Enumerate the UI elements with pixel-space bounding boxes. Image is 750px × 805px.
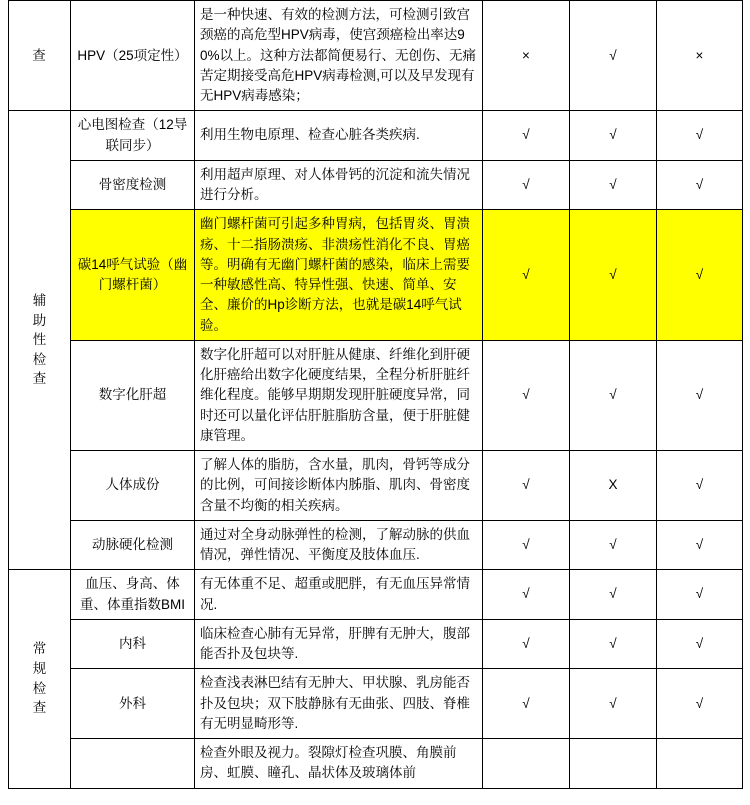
item-name-cell [71,739,195,789]
plan-b-mark: √ [570,160,657,210]
table-row [9,1,743,111]
table-row [9,570,743,620]
group-cell-routine [9,570,71,788]
item-description-cell: 临床检查心肺有无异常，肝脾有无肿大，腹部能否扑及包块等. [195,619,483,669]
plan-a-mark: √ [483,669,570,739]
table-row [9,669,743,739]
item-name-cell: 心电图检查（12导联同步） [71,111,195,161]
plan-a-mark: √ [483,210,570,341]
item-description-cell: 幽门螺杆菌可引起多种胃病，包括胃炎、胃溃疡、十二指肠溃疡、非溃疡性消化不良、胃癌等。明确有无幽门螺杆菌的感染，临床上需要一种敏感性高、特异性强、快速、简单、安全、廉价的Hp诊断方法，也就是碳14呼气试验。 [195,210,483,341]
item-name-cell: 骨密度检测 [71,160,195,210]
plan-b-mark: X [570,451,657,521]
table-row [9,340,743,450]
plan-c-mark: √ [657,210,743,341]
item-name-cell: HPV（25项定性） [71,1,195,111]
plan-c-mark: √ [657,111,743,161]
table-row-highlighted [9,210,743,341]
item-description-cell: 有无体重不足、超重或肥胖，有无血压异常情况. [195,570,483,620]
group-cell-auxiliary [9,111,71,570]
table-row [9,520,743,570]
plan-b-mark: √ [570,1,657,111]
item-name-cell: 数字化肝超 [71,340,195,450]
plan-b-mark: √ [570,111,657,161]
plan-c-mark: × [657,1,743,111]
plan-b-mark: √ [570,570,657,620]
plan-a-mark: × [483,1,570,111]
table-row [9,451,743,521]
plan-c-mark: √ [657,451,743,521]
table-row [9,160,743,210]
plan-a-mark: √ [483,451,570,521]
item-name-cell: 外科 [71,669,195,739]
plan-b-mark: √ [570,520,657,570]
item-name-cell: 血压、身高、体重、体重指数BMI [71,570,195,620]
item-name-cell: 人体成份 [71,451,195,521]
plan-a-mark: √ [483,340,570,450]
plan-c-mark: √ [657,619,743,669]
item-description-cell: 利用超声原理、对人体骨钙的沉淀和流失情况进行分析。 [195,160,483,210]
plan-c-mark: √ [657,520,743,570]
plan-c-mark [657,739,743,789]
exam-items-table [8,0,743,789]
plan-b-mark: √ [570,210,657,341]
item-description-cell: 检查浅表淋巴结有无肿大、甲状腺、乳房能否扑及包块；双下肢静脉有无曲张、四肢、脊椎有无明显畸形等. [195,669,483,739]
plan-c-mark: √ [657,340,743,450]
item-description-cell: 是一种快速、有效的检测方法，可检测引致宫颈癌的高危型HPV病毒，使宫颈癌检出率达90%以上。这种方法都简便易行、无创伤、无痛苦定期接受高危HPV病毒检测,可以及早发现有无HPV病毒感染； [195,1,483,111]
plan-a-mark: √ [483,520,570,570]
plan-a-mark: √ [483,160,570,210]
plan-a-mark: √ [483,111,570,161]
item-description-cell: 利用生物电原理、检查心脏各类疾病. [195,111,483,161]
item-description-cell: 数字化肝超可以对肝脏从健康、纤维化到肝硬化肝癌给出数字化硬度结果，全程分析肝脏纤维化程度。能够早期期发现肝脏硬度异常，同时还可以量化评估肝脏脂肪含量，便于肝脏健康管理。 [195,340,483,450]
item-description-cell: 检查外眼及视力。裂隙灯检查巩膜、角膜前房、虹膜、瞳孔、晶状体及玻璃体前 [195,739,483,789]
table-row [9,111,743,161]
plan-b-mark: √ [570,669,657,739]
table-row [9,739,743,789]
table-row [9,619,743,669]
plan-a-mark: √ [483,570,570,620]
item-description-cell: 了解人体的脂肪，含水量，肌肉，骨钙等成分的比例，可间接诊断体内胏脂、肌肉、骨密度含量不均衡的相关疾病。 [195,451,483,521]
item-name-cell: 动脉硬化检测 [71,520,195,570]
item-name-cell: 碳14呼气试验（幽门螺杆菌） [71,210,195,341]
plan-b-mark: √ [570,619,657,669]
plan-c-mark: √ [657,160,743,210]
plan-c-mark: √ [657,570,743,620]
item-description-cell: 通过对全身动脉弹性的检测，了解动脉的供血情况，弹性情况、平衡度及肢体血压. [195,520,483,570]
plan-b-mark [570,739,657,789]
plan-b-mark: √ [570,340,657,450]
plan-a-mark: √ [483,619,570,669]
group-cell: 查 [9,1,71,111]
item-name-cell: 内科 [71,619,195,669]
group-label: 常规检查 [32,641,48,716]
plan-c-mark: √ [657,669,743,739]
plan-a-mark [483,739,570,789]
group-label: 辅助性检查 [32,293,48,387]
